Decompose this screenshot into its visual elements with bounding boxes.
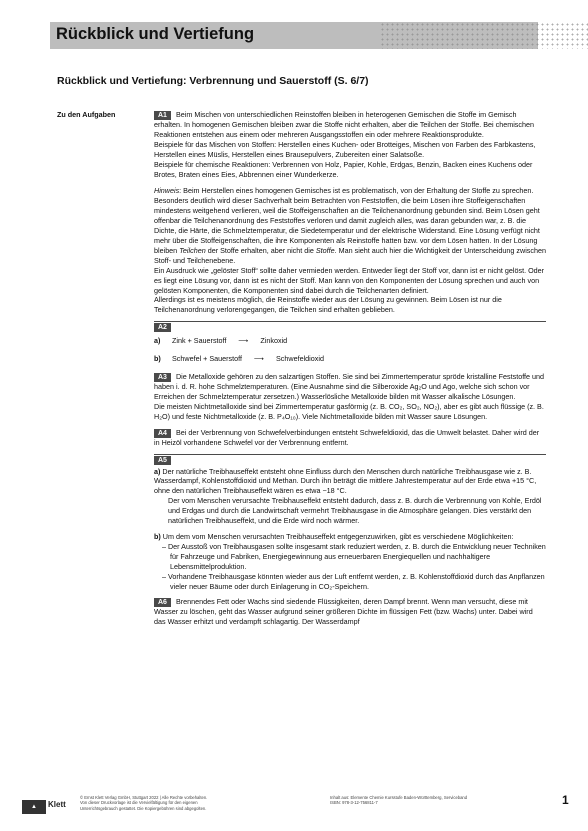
a6-p1: Brennendes Fett oder Wachs sind siedende Flüssigkeiten, deren Dampf brennt. Wenn man versucht, diese mit Wasser zu löschen, geht das Wasser aufgrund seiner größeren Dichte im flüssigen Fett (bzw. Wachs) unter. Dabei wird das Wasser erhitzt und verdampft schlagartig. Der Wasserdampf (154, 597, 533, 627)
a3-p1: Die Metalloxide gehören zu den salzartigen Stoffen. Sie sind bei Zimmertemperatur spröde kristalline Feststoffe und haben i. d. R. hohe Schmelztemperaturen. (Eine Ausnahme sind die Silberoxide Ag₂O und Ago, welche sich schon vor Erreichen der Schmelztemperatur zersetzen.) Wasserlösliche Metalloxide bilden mit Wasser alkalische Lösungen. (154, 372, 545, 401)
footer-info: Inhalt aus: Elemente Chemie Kursstufe Baden-Württemberg, Serviceband ISBN: 978-3-12-756811-7 (330, 795, 468, 806)
content (154, 110, 546, 633)
side-label: Zu den Aufgaben (57, 110, 116, 119)
task-a2 (154, 321, 546, 364)
a1-p7: Allerdings ist es meistens möglich, die Reinstoffe wieder aus der Lösung zu gewinnen. Beim Lösen ist nur die Teilchenanordnung verlorengegangen, die Teilchen sind erhalten geblieben. (154, 295, 502, 315)
task-tag: A5 (154, 456, 171, 465)
a1-p2: Beispiele für das Mischen von Stoffen: Herstellen eines Kuchen- oder Brotteiges, Mischen von Farben des Farbkastens, Herstellen eines Müslis, Herstellen eines Brausepulvers, Zubereiten einer Salatsoße. (154, 139, 536, 159)
a5-b1: Um dem vom Menschen verursachten Treibhauseffekt entgegenzuwirken, gibt es verschiedene Möglichkeiten: (162, 532, 514, 541)
task-tag: A1 (154, 111, 171, 120)
a5-dash1: – Der Ausstoß von Treibhausgasen sollte insgesamt stark reduziert werden, z. B. durch die Entwicklung neuer Techniken für Fahrzeuge und Fabriken, Energiegewinnung aus erneuerbaren Energiequellen und nachhaltigere Lebensmittelproduktion. (162, 541, 546, 571)
publisher-logo-text: Klett (48, 800, 66, 809)
task-a5: A5 a) Der natürliche Treibhauseffekt entsteht ohne Einfluss durch den Menschen durch natürliche Treibhausgase wie z. B. Wasserdampf, Kohlenstoffdioxid und Methan. Durch ihn beträgt die mittlere Jahrestemperatur auf der Erde etwa +15 °C, ohne den natürlichen Treibhauseffekt wären es etwa −18 °C. Der vom Menschen verursachte Treibhauseffekt entsteht dadurch, dass z. B. durch die Verbrennung von Kohle, Erdöl und Erdgas und durch die Landwirtschaft vermehrt Treibhausgase in die Atmosphäre gelangen. Dies verstärkt den natürlichen Treibhauseffekt, und die Erde wird noch wärmer. b) Um dem vom Menschen verursachten Treibhauseffekt entgegenzuwirken, gibt es verschiedene Möglichkeiten: – Der Ausstoß von Treibhausgasen sollte insgesamt stark reduziert werden, z. B. durch die Entwicklung neuer Techniken für Fahrzeuge und Fabriken, Energiegewinnung aus erneuerbaren Energiequellen und nachhaltigere Lebensmittelproduktion. – Vorhandene Treibhausgase könnten wieder aus der Luft entfernt werden, z. B. Kohlenstoffdioxid durch das Anpflanzen vieler neuer Bäume oder durch Einlagerung in CO₂-Speichern. (154, 454, 546, 592)
a1-p5c: . Man sieht auch hier die Wichtigkeit der Unterscheidung zwischen Stoff- und Teilchenebene. (154, 245, 546, 265)
page-number: 1 (562, 793, 569, 807)
task-a6 (154, 597, 546, 627)
task-a4 (154, 428, 546, 448)
klett-logo: ▲ (22, 800, 46, 814)
a5-dash2: – Vorhandene Treibhausgase könnten wieder aus der Luft entfernt werden, z. B. Kohlenstoffdioxid durch das Anpflanzen vieler neuer Bäume oder durch Einlagerung in CO₂-Speichern. (162, 571, 545, 591)
arrow-icon: ⟶ (253, 354, 265, 364)
a1-p3: Beispiele für chemische Reaktionen: Verbrennen von Holz, Papier, Kohle, Erdgas, Benzin, Backen eines Kuchens oder Brotes, Braten eines Eies, Abbrennen einer Wunderkerze. (154, 159, 533, 179)
reaction-b: b) Schwefel + Sauerstoff ⟶ Schwefeldioxid (154, 354, 324, 364)
task-a1 (154, 110, 546, 315)
a5-a2: Der vom Menschen verursachte Treibhauseffekt entsteht dadurch, dass z. B. durch die Verbrennung von Kohle, Erdöl und Erdgas und durch die Landwirtschaft vermehrt Treibhausgase in die Atmosphäre gelangen. Dies verstärkt den natürlichen Treibhauseffekt, und die Erde wird noch wärmer. (168, 496, 542, 526)
hint-label: Hinweis (154, 186, 180, 196)
page-header (0, 22, 588, 49)
page-title: Rückblick und Vertiefung (56, 25, 255, 43)
a3-p2: Die meisten Nichtmetalloxide sind bei Zimmertemperatur gasförmig (z. B. CO₂, SO₂, NO₂), aber es gibt auch flüssige (z. B. H₂O) und feste Nichtmetalloxide (z. B. P₄O₁₀). Viele Nichtmetalloxide bilden mit Wasser saure Lösungen. (154, 401, 544, 421)
a1-p4: : Beim Herstellen eines homogenen Gemisches ist es problematisch, von der Erhaltung der Stoffe zu sprechen. (179, 186, 534, 196)
task-tag: A2 (154, 323, 171, 332)
task-tag: A4 (154, 429, 171, 438)
a1-em-stoffe: Stoffe (315, 245, 335, 255)
a1-p1: Beim Mischen von unterschiedlichen Reinstoffen bleiben in heterogenen Gemischen die Stoffe im Gemisch erhalten. In homogenen Gemischen bleiben zwar die Stoffe nicht erhalten, aber die Teilchen der Stoffe. Bei chemischen Reaktionen entstehen aus einem oder mehreren Ausgangsstoffen ein oder mehrere Reaktionsprodukte. (154, 110, 534, 139)
task-a3 (154, 372, 546, 422)
reaction-a: a) Zink + Sauerstoff ⟶ Zinkoxid (154, 336, 288, 346)
a5-a1: Der natürliche Treibhauseffekt entsteht ohne Einfluss durch den Menschen durch natürliche Treibhausgase wie z. B. Wasserdampf, Kohlenstoffdioxid und Methan. Durch ihn beträgt die mittlere Jahrestemperatur auf der Erde etwa +15 °C, ohne den natürlichen Treibhauseffekt wären es etwa −18 °C. (154, 466, 537, 496)
task-tag: A3 (154, 373, 171, 382)
arrow-icon: ⟶ (238, 336, 249, 346)
section-title: Rückblick und Vertiefung: Verbrennung und Sauerstoff (S. 6/7) (57, 75, 369, 87)
a4-p1: Bei der Verbrennung von Schwefelverbindungen entsteht Schwefeldioxid, das die Umwelt belastet. Daher wird der in Heizöl vorhandene Schwefel vor der Verbrennung entfernt. (154, 427, 540, 447)
header-dot-pattern (380, 22, 588, 49)
a1-p6: Ein Ausdruck wie „gelöster Stoff“ sollte daher vermieden werden. Entweder liegt der Stoff vor, dann ist er nicht gelöst. Oder es liegt eine Lösung vor, dann ist es nicht der Stoff. Man kann von den Komponenten der Lösung sprechen und auch von gelösten Komponenten, die Komponenten sind dabei durch die Teilchenarten definiert. (154, 265, 545, 295)
a1-p5a: Besonders deutlich wird dieser Sachverhalt beim Betrachten von Feststoffen, die beim Lösen ihre Stoffeigenschaften mindestens weitgehend verlieren, weil die Stoffeigenschaften an die Teilchenanordnung gebunden sind. Beim Lösen geht offenbar die Teilchenanordnung des Feststoffes verloren und damit zugleich alles, was daran gebunden war, z. B. die Dichte, die Härte, die Schmelztemperatur, die Siedetemperatur und der elektrische Widerstand. Eine Lösung verfügt nicht mehr über die Stoffeigenschaften, die ihre Komponenten als Reinstoffe hatten bzw. vor dem Lösen hatten. In der Lösung bleiben (154, 196, 540, 255)
a1-em-teilchen: Teilchen (179, 245, 206, 255)
task-tag: A6 (154, 598, 171, 607)
footer-copyright: © Ernst Klett Verlag GmbH, Stuttgart 2022 | Alle Rechte vorbehalten. Von dieser Druckvorlage ist die Vervielfältigung für den eigenen Unterrichtsgebrauch gestattet. Die Kopiergebühren sind abgegolten. (80, 795, 208, 811)
a1-p5b: der Stoffe erhalten, aber nicht die (205, 245, 316, 255)
